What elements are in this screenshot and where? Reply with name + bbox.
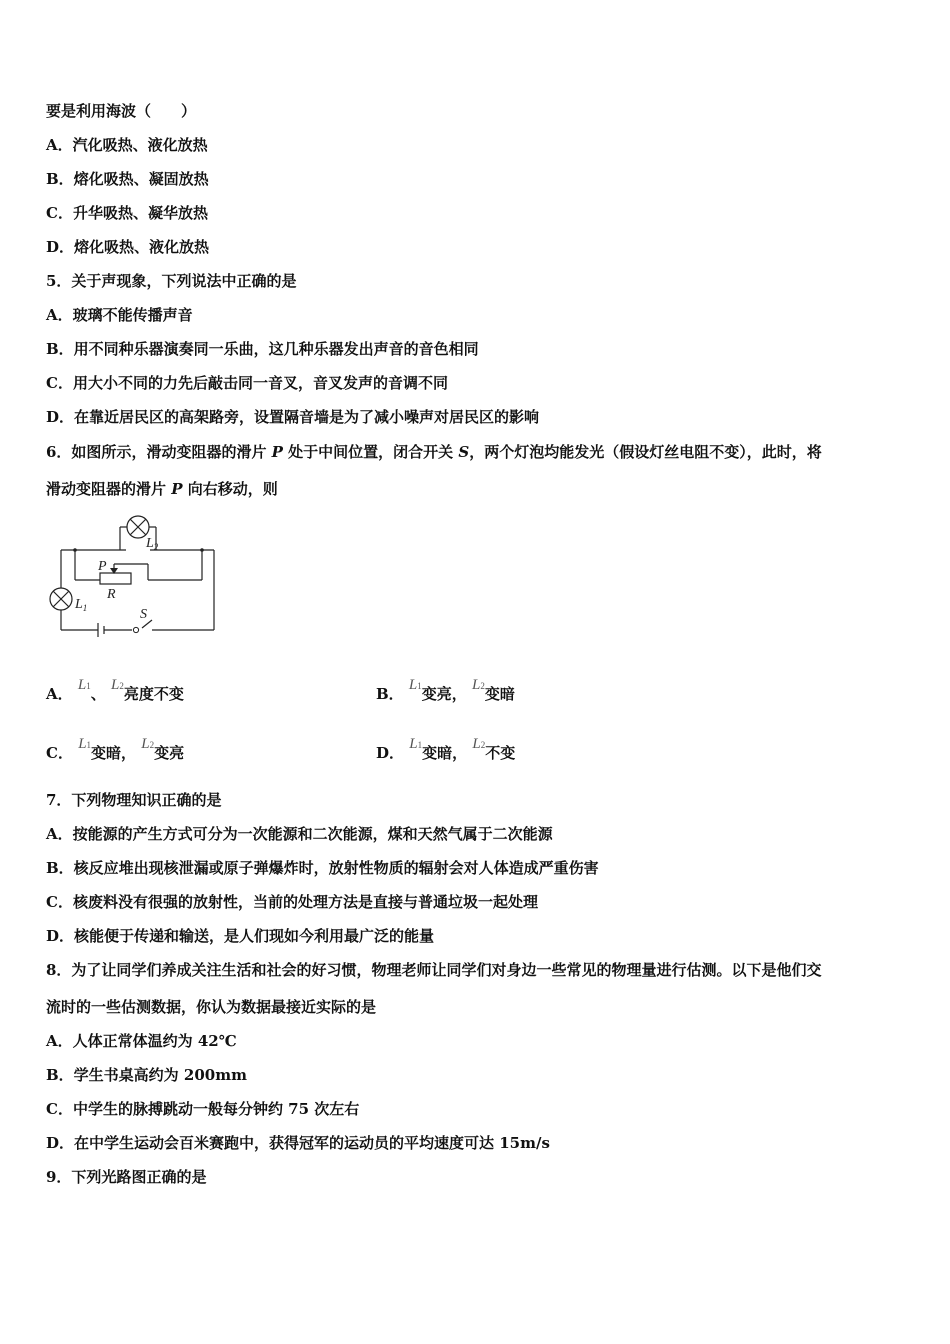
q6d-l2: L2 [472, 736, 486, 752]
q7-option-d: D．核能便于传递和输送，是人们现如今利用最广泛的能量 [46, 927, 435, 945]
option-c: C．升华吸热、凝华放热 [46, 204, 208, 222]
q6b-text-post: 向右移动，则 [182, 480, 278, 498]
q6b-var-p: P [171, 480, 183, 498]
q6a-l2: L2 [110, 677, 124, 693]
question-5: 5．关于声现象，下列说法中正确的是 [46, 272, 297, 290]
option-b: B．熔化吸热、凝固放热 [46, 170, 209, 188]
option-d: D．熔化吸热、液化放热 [46, 238, 210, 256]
q6b-text2: 变暗 [484, 685, 515, 703]
q6-text-pre: 6．如图所示，滑动变阻器的滑片 [46, 443, 272, 461]
question-7: 7．下列物理知识正确的是 [46, 791, 222, 809]
q8-option-b: B．学生书桌高约为 200mm [46, 1066, 247, 1084]
q5-option-d: D．在靠近居民区的高架路旁，设置隔音墙是为了减小噪声对居民区的影响 [46, 408, 540, 426]
q6a-l1: L1 [77, 677, 91, 693]
label-P: P [98, 559, 107, 574]
q6a-sep: 、 [90, 685, 106, 703]
q6c-text2: 变亮 [154, 744, 185, 762]
label-R: R [107, 587, 116, 602]
label-L1: $L_1$ [75, 597, 88, 613]
q6-text-post: ，两个灯泡均能发光（假设灯丝电阻不变），此时，将 [469, 443, 822, 461]
q6-text-mid: 处于中间位置，闭合开关 [282, 443, 459, 461]
question-9: 9．下列光路图正确的是 [46, 1168, 207, 1186]
q6b-text1: 变亮， [421, 685, 467, 703]
q6d-l1: L1 [409, 736, 423, 752]
circuit-diagram [44, 512, 224, 637]
q6c-l2: L2 [141, 736, 155, 752]
line-1: 要是利用海波（ ） [46, 102, 197, 120]
q6d-label: D． [376, 744, 405, 762]
q8-option-c: C．中学生的脉搏跳动一般每分钟约 75 次左右 [46, 1100, 360, 1118]
question-8-line-2: 流时的一些估测数据，你认为数据最接近实际的是 [46, 998, 377, 1016]
label-S: S [140, 607, 147, 622]
q6c-l1: L1 [78, 736, 92, 752]
question-6-line-2 [46, 479, 278, 499]
q6c-label: C． [46, 744, 73, 762]
q6-option-c [46, 736, 185, 765]
q7-option-a: A．按能源的产生方式可分为一次能源和二次能源，煤和天然气属于二次能源 [46, 825, 553, 843]
q8-option-d: D．在中学生运动会百米赛跑中，获得冠军的运动员的平均速度可达 15m/s [46, 1134, 550, 1152]
q6b-text-pre: 滑动变阻器的滑片 [46, 480, 172, 498]
q5-option-c: C．用大小不同的力先后敲击同一音叉，音叉发声的音调不同 [46, 374, 448, 392]
q6d-text2: 不变 [485, 744, 516, 762]
question-8-line-1: 8．为了让同学们养成关注生活和社会的好习惯，物理老师让同学们对身边一些常见的物理量进行估测。以下是他们交 [46, 961, 822, 979]
q5-option-a: A．玻璃不能传播声音 [46, 306, 193, 324]
option-a: A．汽化吸热、液化放热 [46, 136, 208, 154]
q6-var-s: S [458, 443, 470, 461]
label-L2: $L_2$ [146, 536, 159, 552]
q6b-l2: L2 [472, 677, 485, 693]
q7-option-c: C．核废料没有很强的放射性，当前的处理方法是直接与普通垃圾一起处理 [46, 893, 538, 911]
q6a-text: 亮度不变 [123, 685, 184, 703]
q6b-label: B． [376, 685, 404, 703]
q6-option-a [46, 677, 184, 706]
q8-option-a: A．人体正常体温约为 42℃ [46, 1032, 237, 1050]
q6d-text1: 变暗， [422, 744, 468, 762]
question-6-line-1 [46, 442, 822, 462]
q6c-text1: 变暗， [91, 744, 137, 762]
q5-option-b: B．用不同种乐器演奏同一乐曲，这几种乐器发出声音的音色相同 [46, 340, 479, 358]
q6-var-p: P [271, 443, 283, 461]
q6-option-d [376, 736, 516, 765]
q7-option-b: B．核反应堆出现核泄漏或原子弹爆炸时，放射性物质的辐射会对人体造成严重伤害 [46, 859, 599, 877]
q6b-l1: L1 [408, 677, 422, 693]
q6a-label: A． [46, 685, 73, 703]
q6-option-b [376, 677, 515, 706]
